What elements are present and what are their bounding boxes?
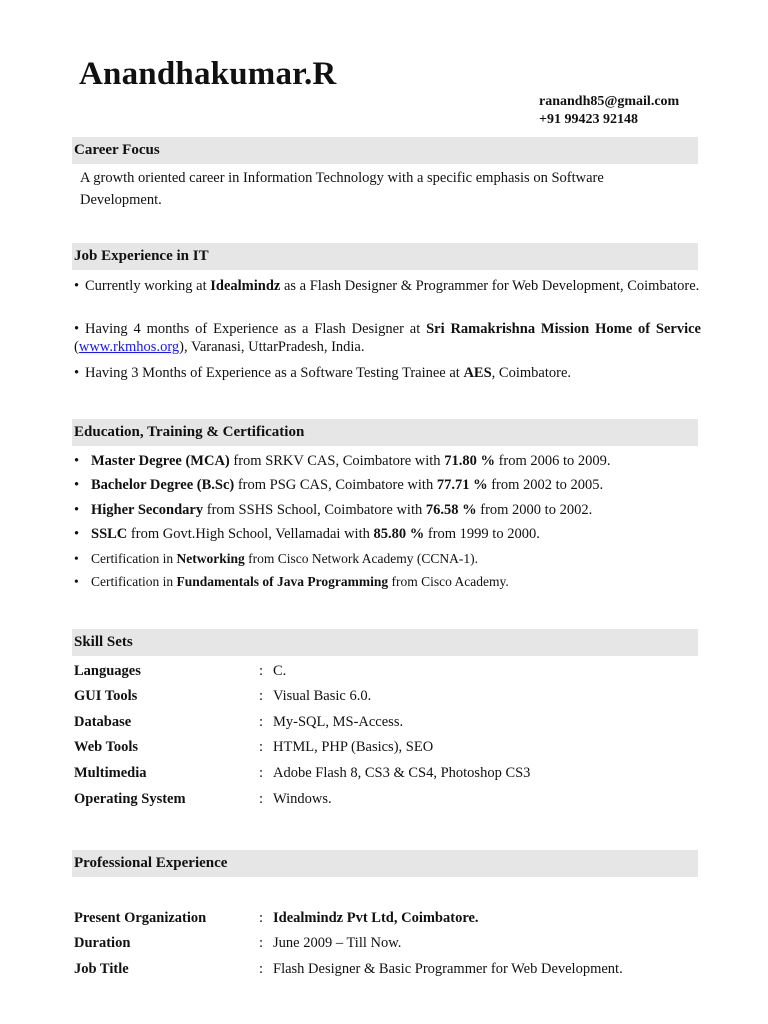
candidate-name: Anandhakumar.R	[79, 56, 337, 92]
bullet: •	[74, 365, 80, 381]
bullet: •	[74, 551, 79, 566]
section-heading-job-experience: Job Experience in IT	[72, 243, 698, 270]
skill-label: Database	[74, 714, 132, 730]
professional-row: Present Organization : Idealmindz Pvt Ltd, Coimbatore.	[74, 910, 479, 926]
skill-row: Operating System : Windows.	[74, 791, 332, 807]
skill-label: Languages	[74, 663, 141, 679]
skill-label: Web Tools	[74, 739, 139, 755]
skill-value: Windows.	[273, 791, 332, 807]
career-focus-text: A growth oriented career in Information Technology with a specific emphasis on Software Development.	[80, 170, 604, 208]
professional-value: Idealmindz Pvt Ltd, Coimbatore.	[273, 910, 479, 926]
professional-value: June 2009 – Till Now.	[273, 935, 402, 951]
skill-value: Adobe Flash 8, CS3 & CS4, Photoshop CS3	[273, 765, 531, 781]
bullet: •	[74, 477, 80, 493]
bullet: •	[74, 321, 80, 337]
skill-row: Languages : C.	[74, 663, 287, 679]
rkmhos-link[interactable]: www.rkmhos.org	[78, 339, 180, 355]
skill-value: My-SQL, MS-Access.	[273, 714, 404, 730]
section-heading-skill-sets: Skill Sets	[72, 629, 698, 656]
skill-row: Web Tools : HTML, PHP (Basics), SEO	[74, 739, 434, 755]
email-text: ranandh85@gmail.com	[539, 94, 680, 109]
bullet: •	[74, 278, 80, 294]
bullet: •	[74, 453, 80, 469]
skill-label: Operating System	[74, 791, 186, 807]
bullet: •	[74, 574, 79, 589]
skill-value: Visual Basic 6.0.	[273, 688, 372, 704]
job-item: • Currently working at Idealmindz as a Flash Designer & Programmer for Web Development, Coimbatore.	[74, 278, 700, 294]
section-heading-career-focus: Career Focus	[72, 137, 698, 164]
skill-row: Multimedia : Adobe Flash 8, CS3 & CS4, Photoshop CS3	[74, 765, 531, 781]
resume-page: Anandhakumar.R ranandh85@gmail.com +91 99423 92148 Career Focus A growth oriented career in Information Technology with a specific emphasis on Software Development. Job Experience in IT • Currently working at Idealmindz as a Flash Designer & Programmer for Web Development, Coimbatore. • Having 4 months of Experience as a Flash Designer at Sri Ramakrishna Mission Home of Service (www.rkmhos.org), Varanasi, UttarPradesh, India. • Having 3 Months of Experience as a Software Testing Trainee at AES, Coimbatore. Education, Training & Certification • Master Degree (MCA) from SRKV CAS, Coimbatore with 71.80 % from 2006 to 2009. • Bachelor Degree (B.Sc) from PSG CAS, Coimbatore with 77.71 % from 2002 to 2005. • Higher Secondary from SSHS School, Coimbatore with 76.58 % from 2000 to 2002. • SSLC from Govt.High School, Vellamadai with 85.80 % from 1999 to 2000. • Certification in Networking from Cisco Network Academy (CCNA-1). • Certification in Fundamentals of Java Programming from Cisco Academy. Skill Sets Languages : C. GUI Tools : Visual Basic 6.0. Database : My-SQL, MS-Access. Web Tools : HTML, PHP (Basics), SEO Multimedia : Adobe Flash 8, CS3 & CS4, Photoshop CS3 Operating System : Windows. Professional Experience Present Organization : Idealmindz Pvt Ltd, Coimbatore. Duration : June 2009 – Till Now. Job Title : Flash Designer & Basic Programmer for Web Development.	[74, 56, 701, 977]
job-item: • Having 3 Months of Experience as a Software Testing Trainee at AES, Coimbatore.	[74, 365, 572, 381]
professional-row: Duration : June 2009 – Till Now.	[74, 935, 402, 951]
section-heading-professional-experience: Professional Experience	[72, 850, 698, 877]
job-item: • Having 4 months of Experience as a Flash Designer at Sri Ramakrishna Mission Home of Service (www.rkmhos.org), Varanasi, UttarPradesh, India.	[74, 321, 701, 355]
skill-value: C.	[273, 663, 287, 679]
professional-label: Duration	[74, 935, 131, 951]
skill-value: HTML, PHP (Basics), SEO	[273, 739, 434, 755]
skill-label: Multimedia	[74, 765, 147, 781]
phone-text: +91 99423 92148	[539, 112, 638, 127]
skill-row: Database : My-SQL, MS-Access.	[74, 714, 404, 730]
bullet: •	[74, 526, 80, 542]
bullet: •	[74, 502, 80, 518]
professional-value: Flash Designer & Basic Programmer for Web Development.	[273, 961, 623, 977]
professional-label: Present Organization	[74, 910, 207, 926]
professional-row: Job Title : Flash Designer & Basic Programmer for Web Development.	[74, 961, 623, 977]
skill-row: GUI Tools : Visual Basic 6.0.	[74, 688, 372, 704]
skill-label: GUI Tools	[74, 688, 138, 704]
professional-label: Job Title	[74, 961, 129, 977]
section-heading-education: Education, Training & Certification	[72, 419, 698, 446]
contact-block	[539, 93, 679, 129]
